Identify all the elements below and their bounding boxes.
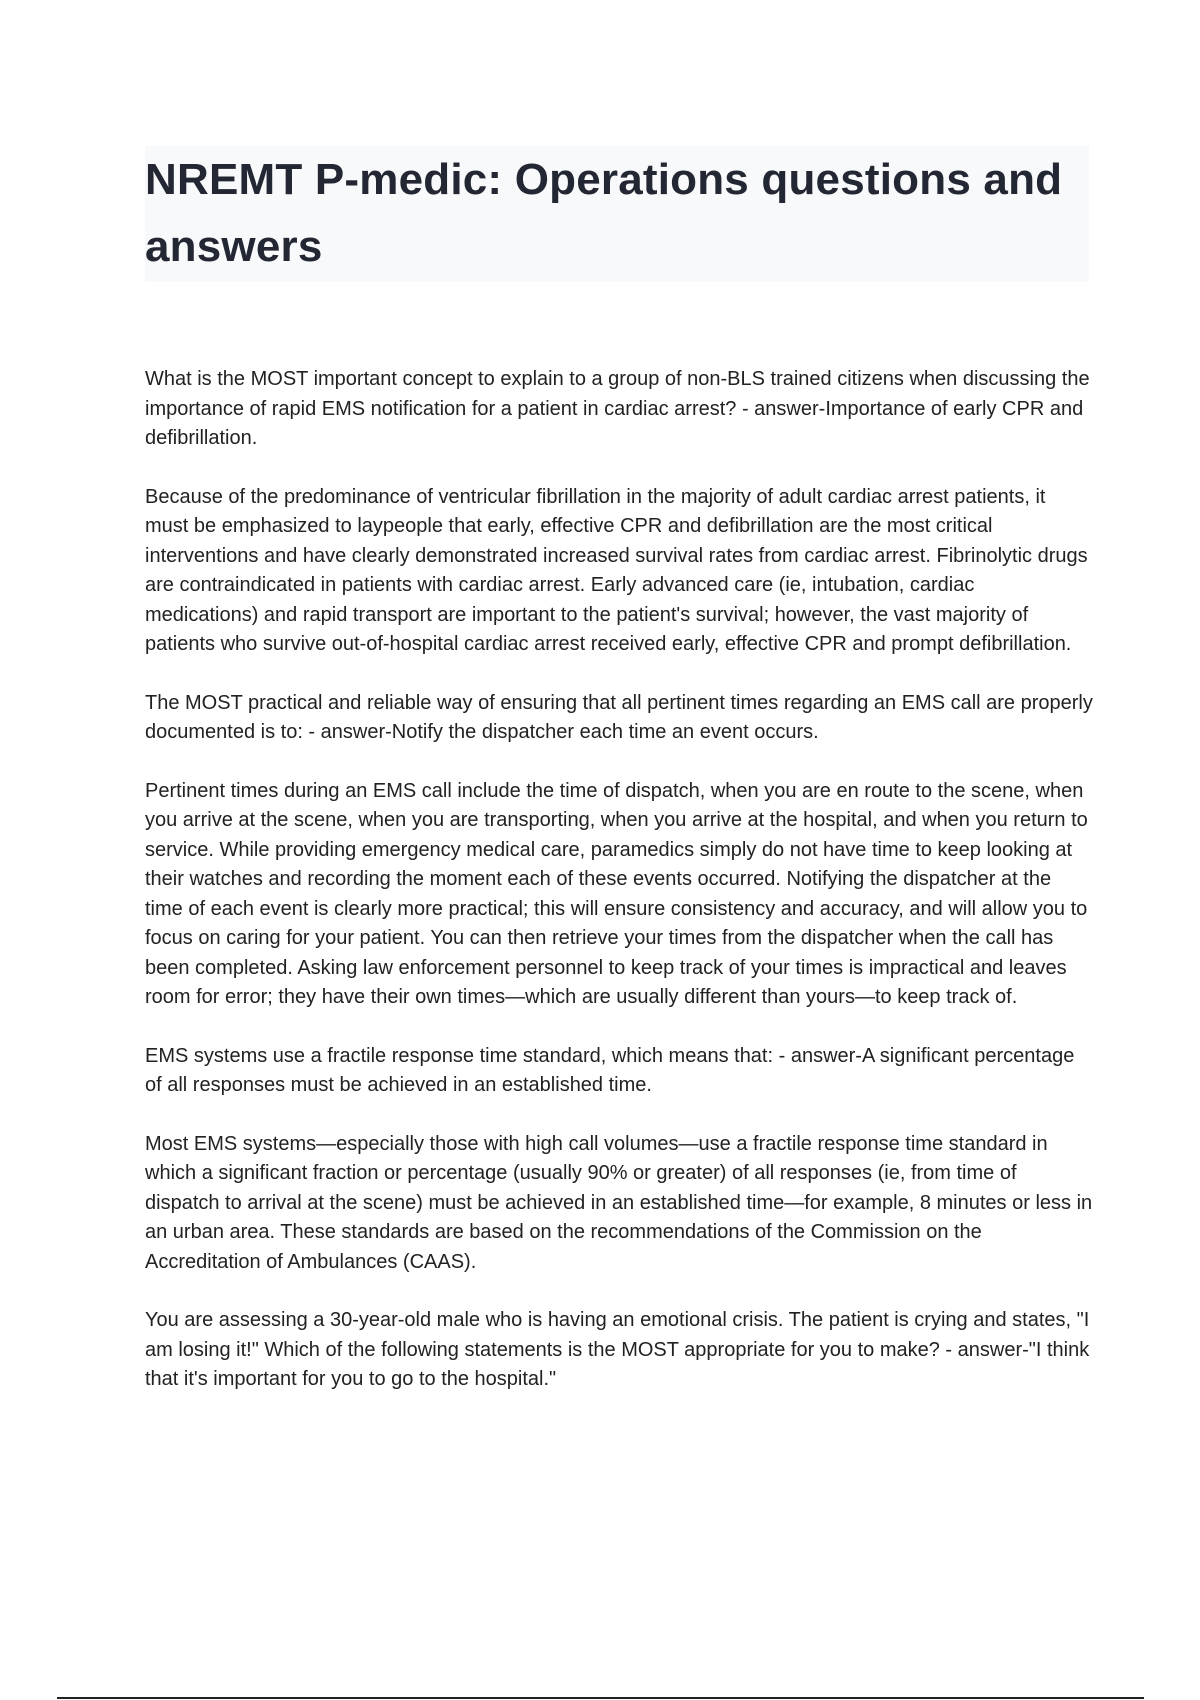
paragraph-question-2: The MOST practical and reliable way of ensuring that all pertinent times regarding an EMS call are properly documented is to: - answer-Notify the dispatcher each time an event occurs. bbox=[145, 691, 1093, 743]
paragraph-question-1: What is the MOST important concept to explain to a group of non-BLS trained citizens when discussing the importance of rapid EMS notification for a patient in cardiac arrest? - answer-Importance of early CPR and defibrillation. bbox=[145, 368, 1090, 449]
footer-divider bbox=[57, 1697, 1144, 1699]
paragraph-explanation-3: Most EMS systems—especially those with high call volumes—use a fractile response time standard in which a significant fraction or percentage (usually 90% or greater) of all responses (ie, from time of dispatch to arrival at the scene) must be achieved in an established time—for example, 8 minutes or less in an urban area. These standards are based on the recommendations of the Commission on the Accreditation of Ambulances (CAAS). bbox=[145, 1132, 1093, 1273]
page-title: NREMT P-medic: Operations questions and answers bbox=[145, 155, 1063, 271]
paragraph-explanation-2: Pertinent times during an EMS call include the time of dispatch, when you are en route to the scene, when you arrive at the scene, when you are transporting, when you arrive at the hospital, and when you return to service. While providing emergency medical care, paramedics simply do not have time to keep looking at their watches and recording the moment each of these events occurred. Notifying the dispatcher at the time of each event is clearly more practical; this will ensure consistency and accuracy, and will allow you to focus on caring for your patient. You can then retrieve your times from the dispatcher when the call has been completed. Asking law enforcement personnel to keep track of your times is impractical and leaves room for error; they have their own times—which are usually different than yours—to keep track of. bbox=[145, 779, 1088, 1008]
paragraph-question-3: EMS systems use a fractile response time standard, which means that: - answer-A significant percentage of all responses must be achieved in an established time. bbox=[145, 1044, 1075, 1096]
paragraph-question-4: You are assessing a 30-year-old male who is having an emotional crisis. The patient is crying and states, "I am losing it!" Which of the following statements is the MOST appropriate for you to make? - answer-"I think that it's important for you to go to the hospital." bbox=[145, 1309, 1090, 1390]
document-body bbox=[145, 365, 1093, 1424]
title-block bbox=[145, 146, 1089, 282]
paragraph-explanation-1: Because of the predominance of ventricular fibrillation in the majority of adult cardiac arrest patients, it must be emphasized to laypeople that early, effective CPR and defibrillation are the most critical interventions and have clearly demonstrated increased survival rates from cardiac arrest. Fibrinolytic drugs are contraindicated in patients with cardiac arrest. Early advanced care (ie, intubation, cardiac medications) and rapid transport are important to the patient's survival; however, the vast majority of patients who survive out-of-hospital cardiac arrest received early, effective CPR and prompt defibrillation. bbox=[145, 485, 1088, 655]
